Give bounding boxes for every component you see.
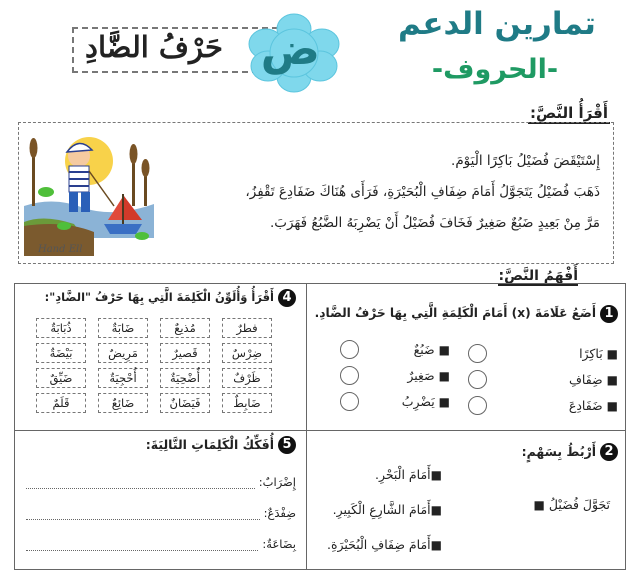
read-line-3: مَرَّ مِنْ بَعِيدٍ ضَبُعٌ صَغِيرٌ فَخَافَ فُضَيْلُ أَنْ يَضْرِبَهُ الضَّبُعُ فَهَرَبَ. [269,215,600,231]
ex5-word: ضِفْدَعٌ: [263,506,296,520]
ex4-word[interactable]: أُحْجِيَةٌ [98,368,148,388]
ex4-word[interactable]: مُذيعٌ [160,318,210,338]
image-caption: Hand Ell [38,244,83,255]
ex1-checkbox[interactable] [468,344,487,363]
read-line-2: ذَهَبَ فُضَيْلُ يَتَجَوَّلُ أَمَامَ ضِفَافِ الْبُحَيْرَةِ، فَرَأَى هُنَاكَ ضَفَادِعَ تَقْفِزُ، [245,184,600,200]
ex5-row [26,534,296,551]
ex5-answer-line[interactable] [26,503,260,520]
big-letter: ض [260,24,320,75]
ex1-checkbox[interactable] [468,396,487,415]
ex5-row [26,472,296,489]
ex1-option: ■ ضَفَادِعَ [468,392,618,418]
ex4-word[interactable]: قَصيرٌ [160,343,210,363]
ex1-checkbox[interactable] [468,370,487,389]
header-title-sub [410,54,580,85]
ex5-row [26,503,296,520]
header-title-main [382,6,612,42]
ex1-option: ■ ضِفَافِ [468,366,618,392]
ex2-subject: تَجَوَّلَ فُضَيْلُ ■ [533,497,610,512]
ex5-number-badge: 5 [278,436,296,454]
read-line-1: إِسْتَيْقَضَ فُضَيْلُ بَاكِرًا الْيَوْمَ. [451,153,600,169]
title-main: تمارين الدعم [398,6,596,42]
ex1-checkbox[interactable] [340,366,359,385]
ex1-checkbox[interactable] [340,392,359,411]
ex1-left-col [340,336,450,414]
ex4-word[interactable]: أُضْحِيَةٌ [160,368,210,388]
ex1-number-badge: 1 [600,305,618,323]
ex4-word[interactable]: قَلَمٌ [36,393,86,413]
grid-hline [14,430,626,431]
ex4-word[interactable]: ضَابَةٌ [98,318,148,338]
ex1-instruction: أَضَعُ عَلَامَةَ (x) أَمَامَ الْكَلِمَةِ الَّتِي بِهَا حَرْفُ الضَّادِ. [314,306,596,320]
ex1-checkbox[interactable] [340,340,359,359]
ex4-word[interactable]: بَيْضَةٌ [36,343,86,363]
ex4-word[interactable]: ضَائِعٌ [98,393,148,413]
letter-label: حَرْفُ الضَّادِ [85,30,223,64]
ex5-word: إِضْرَابٌ: [258,475,296,489]
boy-boat-illustration [24,126,154,256]
ex4-word[interactable]: ضِرْسٌ [222,343,272,363]
ex2-instruction: أَرْبُطُ بِسَهْمٍ: [521,444,596,459]
ex4-instruction: أَقْرَأُ وَأُلَوِّنُ الْكَلِمَةَ الَّتِي بِهَا حَرْفُ "الضَّادِ": [44,290,274,304]
ex2-number-badge: 2 [600,443,618,461]
grid-vline [306,283,307,570]
ex5-instruction: أُفَكِّكُ الْكَلِمَاتِ التَّالِيَةَ: [145,437,274,452]
ex4-number-badge: 4 [278,289,296,307]
ex5-answer-line[interactable] [26,472,255,489]
read-label: أَقْرَأُ النَّصَّ: [529,104,608,122]
ex1-option: ■ ضَبُعٌ [340,336,450,362]
ex4-word[interactable]: ضَيِّقٌ [36,368,86,388]
ex4-word[interactable]: مَرِيضٌ [98,343,148,363]
ex2-option[interactable]: ■أَمَامَ ضِفَافِ الْبُحَيْرَةِ. [326,537,442,552]
ex2-option[interactable]: ■أَمَامَ الشَّارِعِ الْكَبِيرِ. [332,502,442,517]
ex1-option: ■ صَغِيرٌ [340,362,450,388]
ex5-word: بِضَاعَةٌ: [262,537,296,551]
ex2-option[interactable]: ■أَمَامَ الْبَحْرِ. [374,467,442,482]
ex1-option: ■ يَضْرِبُ [340,388,450,414]
ex4-word[interactable]: ظَرْفٌ [222,368,272,388]
ex4-word[interactable]: فَيَضَانٌ [160,393,210,413]
ex4-word[interactable]: ذُبَابَةٌ [36,318,86,338]
ex4-word[interactable]: فطرٌ [222,318,272,338]
ex4-word[interactable]: ضَابِطٌ [222,393,272,413]
title-sub: -الحروف- [431,54,559,85]
ex1-right-col [468,340,618,418]
ex4-word-grid [30,318,290,418]
understand-label: أَفْهَمُ النَّصَّ: [498,268,578,284]
ex1-option: ■ بَاكِرًا [468,340,618,366]
ex5-answer-line[interactable] [26,534,258,551]
